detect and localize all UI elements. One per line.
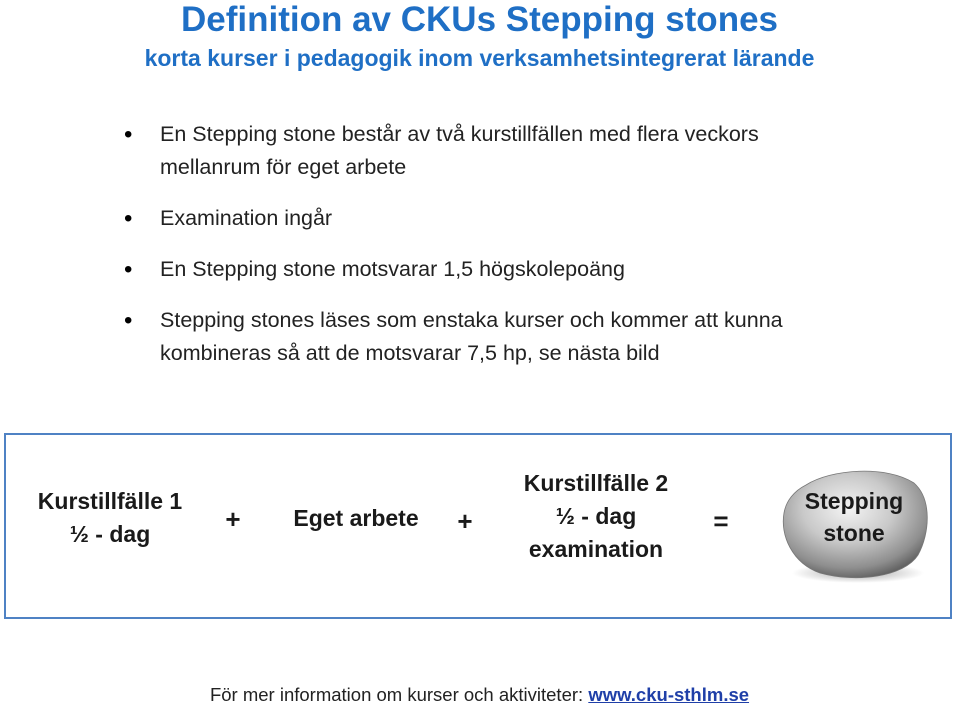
course-session-1-title: Kurstillfälle 1 [37, 488, 183, 514]
plus-sign: + [225, 504, 241, 534]
bullet-item [118, 202, 918, 235]
stepping-stone-label-line2: stone [823, 520, 885, 546]
bullet-text: kombineras så att de motsvarar 7,5 hp, se nästa bild [160, 341, 660, 365]
footer [0, 683, 959, 707]
plus-sign: + [457, 506, 473, 536]
bullet-text: mellanrum för eget arbete [160, 155, 407, 179]
bullet-text: • En Stepping stone motsvarar 1,5 högskolepoäng [160, 257, 625, 281]
course-session-1 [16, 485, 204, 551]
website-link[interactable]: www.cku-sthlm.se [588, 684, 750, 705]
footer-text: För mer information om kurser och aktiviteter: [209, 684, 589, 705]
bullet-text: • En Stepping stone består av två kurstillfällen med flera veckors [160, 122, 759, 146]
equation-box [4, 433, 952, 619]
course-session-2 [496, 467, 696, 566]
bullet-item [118, 118, 918, 184]
bullet-text: • Stepping stones läses som enstaka kurser och kommer att kunna [160, 308, 783, 332]
bullet-list [118, 118, 918, 370]
course-session-1-duration: ½ - dag [69, 521, 151, 547]
bullet-item [118, 253, 918, 286]
course-session-2-examination: examination [528, 536, 664, 562]
stepping-stone-label [776, 485, 932, 549]
page-subtitle: korta kurser i pedagogik inom verksamhetsintegrerat lärande [144, 45, 815, 71]
bullet-text: • Examination ingår [160, 206, 333, 230]
course-session-2-title: Kurstillfälle 2 [523, 470, 669, 496]
page-title: Definition av CKUs Stepping stones [181, 0, 778, 39]
bullet-item [118, 304, 918, 370]
course-session-2-duration: ½ - dag [555, 503, 637, 529]
stepping-stone-label-line1: Stepping [804, 488, 904, 514]
equals-sign: = [713, 506, 729, 536]
own-work: Eget arbete [293, 505, 419, 531]
